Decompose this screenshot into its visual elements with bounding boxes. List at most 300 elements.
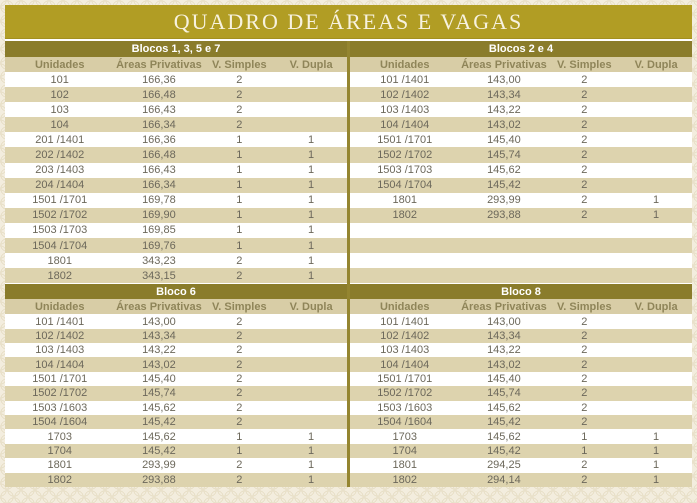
- table-cell: [350, 223, 459, 238]
- table-cell: 101 /1401: [350, 314, 459, 328]
- table-cell: 2: [548, 117, 620, 132]
- table-cell: 145,40: [114, 372, 203, 386]
- block-header-bloco-6: Bloco 6: [5, 283, 347, 299]
- table-row: [350, 72, 692, 87]
- table-row: [5, 208, 347, 223]
- table-cell: 1703: [350, 429, 459, 443]
- table-cell: 2: [203, 401, 275, 415]
- block-header-blocos-1-3-5-7: Blocos 1, 3, 5 e 7: [5, 41, 347, 57]
- table-cell: 1504 /1604: [350, 415, 459, 429]
- table-cell: [620, 163, 692, 178]
- table-cell: 1: [275, 473, 347, 487]
- table-row: [350, 458, 692, 472]
- table-bloco-6: [5, 299, 347, 487]
- table-cell: [275, 72, 347, 87]
- table-cell: 2: [548, 132, 620, 147]
- table-cell: 166,43: [114, 102, 203, 117]
- block-header-bloco-8: Bloco 8: [350, 283, 692, 299]
- table-cell: 102: [5, 87, 114, 102]
- table-row: [350, 208, 692, 223]
- table-cell: 2: [548, 208, 620, 223]
- table-cell: [275, 102, 347, 117]
- table-cell: 143,00: [459, 72, 548, 87]
- table-cell: [620, 223, 692, 238]
- table-cell: 103 /1403: [5, 343, 114, 357]
- table-cell: [275, 343, 347, 357]
- table-cell: 145,74: [459, 147, 548, 162]
- table-row: [350, 223, 692, 238]
- table-cell: 1801: [5, 458, 114, 472]
- table-cell: 1: [620, 444, 692, 458]
- table-cell: 145,74: [114, 386, 203, 400]
- title-bar: [5, 5, 692, 39]
- table-cell: 2: [548, 386, 620, 400]
- table-row: [350, 87, 692, 102]
- table-cell: 145,62: [459, 163, 548, 178]
- table-cell: 1: [203, 444, 275, 458]
- column-header-areas-privativas: Áreas Privativas: [461, 58, 547, 71]
- table-cell: 2: [203, 72, 275, 87]
- table-cell: 1: [620, 473, 692, 487]
- table-cell: [275, 401, 347, 415]
- table-cell: 1: [275, 147, 347, 162]
- table-cell: 1501 /1701: [5, 372, 114, 386]
- table-cell: 104 /1404: [350, 357, 459, 371]
- table-cell: 143,02: [459, 357, 548, 371]
- table-cell: 1801: [5, 253, 114, 268]
- table-row: [350, 444, 692, 458]
- table-cell: [620, 386, 692, 400]
- table-row: [350, 102, 692, 117]
- table-row: [5, 223, 347, 238]
- table-cell: 143,00: [114, 314, 203, 328]
- table-row: [5, 178, 347, 193]
- table-cell: 1802: [350, 473, 459, 487]
- table-cell: 204 /1404: [5, 178, 114, 193]
- table-cell: 101: [5, 72, 114, 87]
- table-cell: [620, 72, 692, 87]
- table-cell: 1: [548, 429, 620, 443]
- table-cell: 1504 /1704: [5, 238, 114, 253]
- table-cell: 2: [548, 357, 620, 371]
- table-cell: [620, 357, 692, 371]
- column-header-v-dupla: V. Dupla: [620, 57, 692, 72]
- content-sheet: [5, 5, 692, 487]
- table-cell: 101 /1401: [350, 72, 459, 87]
- table-cell: 203 /1403: [5, 163, 114, 178]
- table-row: [350, 178, 692, 193]
- table-cell: 1: [275, 208, 347, 223]
- table-cell: 1503 /1603: [5, 401, 114, 415]
- table-cell: 2: [548, 87, 620, 102]
- table-cell: 145,62: [459, 401, 548, 415]
- table-cell: 1501 /1701: [350, 372, 459, 386]
- column-header-unidades: Unidades: [5, 57, 114, 72]
- table-row: [5, 386, 347, 400]
- table-row: [350, 429, 692, 443]
- table-cell: 1: [203, 429, 275, 443]
- table-row: [350, 372, 692, 386]
- table-cell: 294,14: [459, 473, 548, 487]
- table-cell: [459, 268, 548, 283]
- left-column: [5, 41, 347, 487]
- column-header-row: [5, 299, 347, 314]
- table-body: [350, 314, 692, 487]
- table-cell: 1504 /1604: [5, 415, 114, 429]
- column-header-row: [5, 57, 347, 72]
- table-cell: 143,22: [114, 343, 203, 357]
- table-cell: [620, 343, 692, 357]
- table-cell: 103 /1403: [350, 102, 459, 117]
- table-cell: 145,74: [459, 386, 548, 400]
- table-row: [350, 132, 692, 147]
- table-cell: 102 /1402: [5, 329, 114, 343]
- table-cell: [620, 329, 692, 343]
- table-row: [350, 329, 692, 343]
- table-cell: 1802: [5, 473, 114, 487]
- table-cell: 143,02: [114, 357, 203, 371]
- table-cell: 2: [548, 401, 620, 415]
- table-cell: 1502 /1702: [5, 386, 114, 400]
- table-cell: 293,88: [114, 473, 203, 487]
- table-blocos-1-3-5-7: [5, 57, 347, 283]
- table-cell: 2: [203, 357, 275, 371]
- table-cell: 2: [548, 147, 620, 162]
- table-cell: 101 /1401: [5, 314, 114, 328]
- column-header-row: [350, 299, 692, 314]
- table-cell: 1: [275, 444, 347, 458]
- table-cell: 293,99: [114, 458, 203, 472]
- table-cell: 2: [548, 102, 620, 117]
- table-cell: 145,42: [459, 178, 548, 193]
- table-cell: 1502 /1702: [350, 147, 459, 162]
- table-cell: 104 /1404: [350, 117, 459, 132]
- table-row: [5, 147, 347, 162]
- table-row: [5, 343, 347, 357]
- table-cell: 143,34: [459, 87, 548, 102]
- table-cell: 1704: [5, 444, 114, 458]
- table-cell: 145,42: [114, 444, 203, 458]
- table-cell: [275, 372, 347, 386]
- table-cell: 2: [203, 415, 275, 429]
- table-cell: 1503 /1703: [5, 223, 114, 238]
- table-row: [5, 458, 347, 472]
- table-cell: 166,36: [114, 132, 203, 147]
- table-cell: 104: [5, 117, 114, 132]
- table-cell: 2: [548, 163, 620, 178]
- table-cell: 2: [548, 178, 620, 193]
- table-cell: 2: [548, 372, 620, 386]
- table-cell: 201 /1401: [5, 132, 114, 147]
- table-cell: 343,15: [114, 268, 203, 283]
- table-cell: 1704: [350, 444, 459, 458]
- table-row: [350, 401, 692, 415]
- table-cell: 1: [203, 238, 275, 253]
- table-cell: 2: [548, 72, 620, 87]
- table-cell: 1: [203, 208, 275, 223]
- table-row: [350, 163, 692, 178]
- table-row: [350, 314, 692, 328]
- table-cell: 166,34: [114, 178, 203, 193]
- table-cell: [459, 223, 548, 238]
- table-cell: [275, 415, 347, 429]
- table-cell: 169,78: [114, 193, 203, 208]
- table-cell: [620, 87, 692, 102]
- table-cell: 169,76: [114, 238, 203, 253]
- table-cell: 166,43: [114, 163, 203, 178]
- table-cell: 2: [203, 343, 275, 357]
- table-row: [5, 163, 347, 178]
- table-cell: 143,22: [459, 102, 548, 117]
- column-header-v-dupla: V. Dupla: [275, 57, 347, 72]
- table-cell: [620, 102, 692, 117]
- table-cell: 143,34: [459, 329, 548, 343]
- table-cell: 1: [203, 178, 275, 193]
- column-header-areas-privativas: Áreas Privativas: [461, 300, 547, 313]
- table-cell: 166,36: [114, 72, 203, 87]
- table-cell: 1: [548, 444, 620, 458]
- table-cell: [620, 238, 692, 253]
- table-cell: 143,02: [459, 117, 548, 132]
- table-cell: 166,48: [114, 87, 203, 102]
- table-cell: [548, 268, 620, 283]
- column-header-unidades: Unidades: [350, 57, 459, 72]
- table-cell: 1502 /1702: [5, 208, 114, 223]
- table-cell: 145,62: [459, 429, 548, 443]
- table-cell: 343,23: [114, 253, 203, 268]
- column-header-unidades: Unidades: [350, 299, 459, 314]
- table-cell: 1: [275, 163, 347, 178]
- table-cell: 293,99: [459, 193, 548, 208]
- table-row: [5, 102, 347, 117]
- table-row: [5, 415, 347, 429]
- table-cell: [350, 268, 459, 283]
- table-cell: [275, 386, 347, 400]
- table-cell: 1: [620, 193, 692, 208]
- table-cell: 143,22: [459, 343, 548, 357]
- table-row: [5, 238, 347, 253]
- table-cell: 104 /1404: [5, 357, 114, 371]
- table-cell: 1: [275, 132, 347, 147]
- table-cell: 2: [203, 87, 275, 102]
- table-cell: 1: [275, 178, 347, 193]
- table-cell: 145,62: [114, 401, 203, 415]
- table-cell: 1501 /1701: [5, 193, 114, 208]
- table-cell: 1502 /1702: [350, 386, 459, 400]
- table-row: [350, 473, 692, 487]
- table-row: [350, 117, 692, 132]
- table-cell: 2: [548, 473, 620, 487]
- column-header-unidades: Unidades: [5, 299, 114, 314]
- table-cell: 169,85: [114, 223, 203, 238]
- table-cell: 2: [548, 329, 620, 343]
- table-cell: 102 /1402: [350, 329, 459, 343]
- table-cell: [620, 147, 692, 162]
- table-cell: [275, 314, 347, 328]
- table-cell: 2: [548, 458, 620, 472]
- table-row: [5, 193, 347, 208]
- tables-grid: [5, 41, 692, 487]
- table-cell: 2: [203, 102, 275, 117]
- table-cell: 1503 /1703: [350, 163, 459, 178]
- table-cell: [275, 117, 347, 132]
- table-cell: [275, 357, 347, 371]
- table-cell: 166,48: [114, 147, 203, 162]
- table-cell: 1: [275, 223, 347, 238]
- table-row: [5, 268, 347, 283]
- table-row: [5, 372, 347, 386]
- table-cell: 1: [275, 458, 347, 472]
- table-cell: 1703: [5, 429, 114, 443]
- table-row: [5, 429, 347, 443]
- column-header-v-simples: V. Simples: [548, 57, 620, 72]
- table-cell: 1: [203, 223, 275, 238]
- table-bloco-8: [350, 299, 692, 487]
- table-cell: 2: [203, 314, 275, 328]
- table-cell: 2: [203, 458, 275, 472]
- table-cell: 145,40: [459, 132, 548, 147]
- table-row: [5, 473, 347, 487]
- table-cell: 102 /1402: [350, 87, 459, 102]
- table-cell: 2: [548, 343, 620, 357]
- table-row: [5, 401, 347, 415]
- table-cell: [548, 238, 620, 253]
- table-row: [5, 357, 347, 371]
- table-cell: 1504 /1704: [350, 178, 459, 193]
- table-cell: [620, 117, 692, 132]
- table-cell: 2: [203, 329, 275, 343]
- table-cell: 145,42: [459, 415, 548, 429]
- table-cell: [548, 223, 620, 238]
- block-bloco-6: [5, 283, 347, 487]
- table-cell: [350, 238, 459, 253]
- table-cell: 1503 /1603: [350, 401, 459, 415]
- right-column: [350, 41, 692, 487]
- table-cell: 1: [620, 429, 692, 443]
- table-cell: 2: [203, 473, 275, 487]
- table-cell: 145,40: [459, 372, 548, 386]
- table-body: [5, 314, 347, 487]
- table-cell: 1: [275, 253, 347, 268]
- table-cell: 143,00: [459, 314, 548, 328]
- table-cell: [620, 178, 692, 193]
- table-cell: 1: [203, 163, 275, 178]
- table-blocos-2-e-4: [350, 57, 692, 283]
- table-cell: 2: [203, 253, 275, 268]
- table-row: [5, 117, 347, 132]
- table-cell: 294,25: [459, 458, 548, 472]
- table-cell: 2: [203, 268, 275, 283]
- table-row: [5, 314, 347, 328]
- table-row: [350, 238, 692, 253]
- table-row: [5, 253, 347, 268]
- table-cell: 103 /1403: [350, 343, 459, 357]
- table-cell: [620, 268, 692, 283]
- table-cell: 166,34: [114, 117, 203, 132]
- block-bloco-8: [350, 283, 692, 487]
- table-cell: 2: [203, 372, 275, 386]
- table-body: [5, 72, 347, 283]
- table-cell: 1: [275, 238, 347, 253]
- column-header-v-simples: V. Simples: [548, 299, 620, 314]
- table-cell: [620, 401, 692, 415]
- table-cell: 2: [203, 386, 275, 400]
- table-cell: 1: [620, 208, 692, 223]
- table-row: [350, 386, 692, 400]
- table-cell: 169,90: [114, 208, 203, 223]
- column-header-v-dupla: V. Dupla: [620, 299, 692, 314]
- table-cell: [620, 314, 692, 328]
- table-body: [350, 72, 692, 283]
- table-cell: [275, 329, 347, 343]
- table-cell: 145,42: [459, 444, 548, 458]
- table-cell: 145,62: [114, 429, 203, 443]
- block-header-blocos-2-e-4: Blocos 2 e 4: [350, 41, 692, 57]
- table-row: [350, 415, 692, 429]
- block-blocos-2-e-4: [350, 41, 692, 283]
- table-row: [5, 87, 347, 102]
- table-cell: 1: [203, 147, 275, 162]
- table-cell: 1: [203, 132, 275, 147]
- column-header-row: [350, 57, 692, 72]
- table-cell: 202 /1402: [5, 147, 114, 162]
- table-row: [350, 357, 692, 371]
- table-cell: 1801: [350, 193, 459, 208]
- table-row: [5, 72, 347, 87]
- column-header-v-simples: V. Simples: [203, 299, 275, 314]
- table-cell: 1: [275, 268, 347, 283]
- table-row: [5, 132, 347, 147]
- table-cell: 2: [548, 314, 620, 328]
- table-cell: 1802: [350, 208, 459, 223]
- column-header-areas-privativas: Áreas Privativas: [116, 300, 202, 313]
- column-header-v-dupla: V. Dupla: [275, 299, 347, 314]
- table-cell: [275, 87, 347, 102]
- table-row: [5, 329, 347, 343]
- table-cell: [459, 238, 548, 253]
- table-cell: [620, 415, 692, 429]
- table-cell: 1501 /1701: [350, 132, 459, 147]
- table-cell: [459, 253, 548, 268]
- table-cell: 2: [548, 193, 620, 208]
- table-cell: 1801: [350, 458, 459, 472]
- table-cell: [620, 372, 692, 386]
- table-cell: 293,88: [459, 208, 548, 223]
- table-row: [350, 268, 692, 283]
- table-cell: [620, 132, 692, 147]
- table-cell: 1: [203, 193, 275, 208]
- table-cell: 1: [275, 429, 347, 443]
- table-cell: [620, 253, 692, 268]
- table-cell: 1: [620, 458, 692, 472]
- table-cell: 2: [548, 415, 620, 429]
- table-row: [350, 147, 692, 162]
- table-cell: 145,42: [114, 415, 203, 429]
- table-row: [5, 444, 347, 458]
- table-row: [350, 343, 692, 357]
- table-cell: 103: [5, 102, 114, 117]
- column-header-v-simples: V. Simples: [203, 57, 275, 72]
- table-cell: 1802: [5, 268, 114, 283]
- page-title: QUADRO DE ÁREAS E VAGAS: [173, 8, 524, 34]
- column-header-areas-privativas: Áreas Privativas: [116, 58, 202, 71]
- table-row: [350, 193, 692, 208]
- table-cell: 143,34: [114, 329, 203, 343]
- table-cell: [548, 253, 620, 268]
- block-blocos-1-3-5-7: [5, 41, 347, 283]
- table-cell: [350, 253, 459, 268]
- table-row: [350, 253, 692, 268]
